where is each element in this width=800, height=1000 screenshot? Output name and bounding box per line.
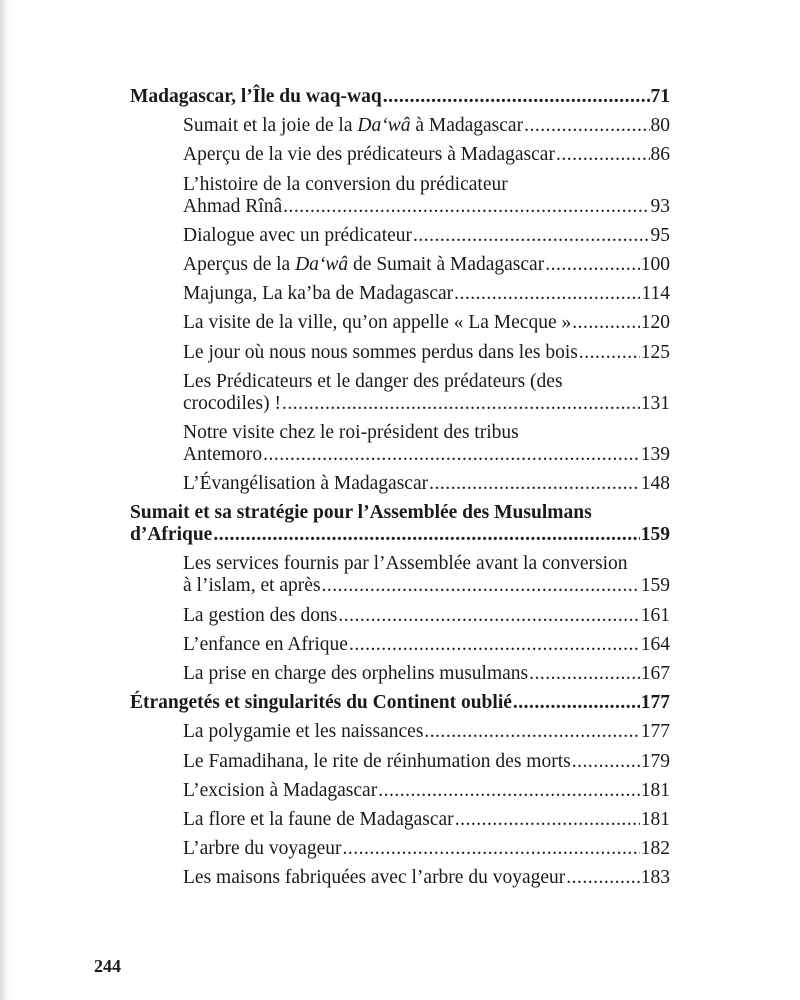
toc-page-number: 161 [640, 604, 670, 626]
toc-page-number: 181 [640, 808, 670, 830]
dot-leader [282, 393, 640, 415]
toc-entry-title: Dialogue avec un prédicateur [183, 224, 413, 246]
toc-entry-line [183, 663, 670, 685]
toc-page-number: 164 [640, 633, 670, 655]
dot-leader [572, 312, 640, 334]
toc-page-number: 159 [640, 575, 670, 597]
toc-chapter-entry [130, 692, 670, 714]
toc-entry-line [183, 444, 670, 466]
toc-entry-line [130, 86, 670, 108]
toc-section-entry [130, 312, 670, 334]
toc-section-entry [130, 553, 670, 597]
toc-section-entry [130, 721, 670, 743]
toc-section-entry [130, 605, 670, 627]
toc-section-entry [130, 254, 670, 276]
toc-entry-title-first-line: Sumait et sa stratégie pour l’Assemblée des Musulmans [130, 502, 592, 524]
toc-page-number: 177 [640, 692, 670, 714]
dot-leader [429, 473, 640, 495]
toc-entry-title-first-line: Notre visite chez le roi-président des tribus [183, 421, 519, 443]
table-of-contents [130, 86, 670, 897]
toc-entry-line [183, 225, 670, 247]
dot-leader [566, 867, 639, 889]
toc-section-entry [130, 422, 670, 466]
toc-section-entry [130, 174, 670, 218]
dot-leader [513, 692, 640, 714]
toc-chapter-entry [130, 502, 670, 546]
toc-entry-title: d’Afrique [130, 524, 213, 546]
dot-leader [342, 838, 639, 860]
toc-entry-line [183, 809, 670, 831]
toc-section-entry [130, 473, 670, 495]
dot-leader [383, 86, 650, 108]
toc-section-entry [130, 115, 670, 137]
dot-leader [545, 254, 640, 276]
dot-leader [213, 524, 639, 546]
toc-page-number: 93 [650, 195, 670, 217]
dot-leader [263, 444, 640, 466]
toc-entry-title: Étrangetés et singularités du Continent oublié [130, 692, 512, 714]
toc-page-number: 139 [640, 443, 670, 465]
toc-chapter-entry [130, 86, 670, 108]
toc-entry-line [183, 312, 670, 334]
toc-entry-title: L’enfance en Afrique [183, 633, 348, 655]
toc-page-number: 80 [650, 115, 670, 137]
toc-entry-title-first-line: Les Prédicateurs et le danger des prédateurs (des [183, 370, 563, 392]
toc-entry-line [183, 342, 670, 364]
toc-section-entry [130, 634, 670, 656]
toc-entry-title: Majunga, La ka’ba de Madagascar [183, 283, 454, 305]
toc-page-number: 177 [640, 721, 670, 743]
toc-page-number: 100 [640, 253, 670, 275]
toc-page-number: 167 [640, 663, 670, 684]
toc-entry-line [183, 575, 670, 597]
toc-page-number: 71 [650, 86, 670, 107]
toc-section-entry [130, 144, 670, 166]
toc-page-number: 159 [640, 524, 670, 546]
toc-page-number: 131 [640, 392, 670, 414]
toc-entry-title: La visite de la ville, qu’on appelle « La Mecque » [183, 312, 572, 334]
toc-entry-title: Madagascar, l’Île du waq-waq [130, 86, 382, 107]
dot-leader [424, 721, 639, 743]
toc-entry-title: L’excision à Madagascar [183, 779, 378, 801]
toc-section-entry [130, 838, 670, 860]
toc-entry-line [183, 473, 670, 495]
toc-entry-title: La polygamie et les naissances [183, 721, 424, 743]
toc-page-number: 181 [640, 779, 670, 801]
toc-entry-line [183, 838, 670, 860]
dot-leader [378, 780, 640, 802]
toc-page-number: 86 [650, 144, 670, 166]
page-number: 244 [94, 956, 121, 976]
toc-entry-title-first-line: Les services fournis par l’Assemblée avant la conversion [183, 553, 628, 575]
dot-leader [283, 196, 649, 218]
toc-entry-title: La gestion des dons [183, 604, 338, 626]
dot-leader [454, 283, 640, 305]
toc-entry-line [183, 283, 670, 305]
toc-entry-line [183, 144, 670, 166]
toc-entry-title: crocodiles) ! [183, 392, 281, 414]
toc-entry-title: Ahmad Rînâ [183, 195, 283, 217]
toc-entry-line [183, 867, 670, 889]
dot-leader [579, 342, 640, 364]
toc-entry-line [183, 196, 670, 218]
toc-section-entry [130, 283, 670, 305]
toc-entry-line [183, 254, 670, 276]
toc-entry-line [183, 751, 670, 773]
toc-entry-line [183, 115, 670, 137]
toc-entry-title: Aperçus de la Da‘wâ de Sumait à Madagascar [183, 253, 545, 275]
toc-entry-line [183, 780, 670, 802]
toc-entry-title: La prise en charge des orphelins musulmans [183, 663, 529, 684]
toc-page-number: 125 [640, 341, 670, 363]
toc-entry-title: Aperçu de la vie des prédicateurs à Madagascar [183, 144, 555, 166]
toc-page-number: 148 [640, 473, 670, 495]
toc-section-entry [130, 751, 670, 773]
toc-page-number: 182 [640, 838, 670, 860]
toc-section-entry [130, 809, 670, 831]
toc-entry-line [183, 605, 670, 627]
page-binding-edge [0, 0, 10, 1000]
toc-section-entry [130, 225, 670, 247]
dot-leader [529, 663, 640, 685]
toc-section-entry [130, 867, 670, 889]
toc-entry-title: La flore et la faune de Madagascar [183, 808, 454, 830]
toc-section-entry [130, 663, 670, 685]
toc-entry-title: Sumait et la joie de la Da‘wâ à Madagascar [183, 115, 524, 137]
toc-page-number: 179 [640, 750, 670, 772]
toc-entry-line [183, 634, 670, 656]
dot-leader [556, 144, 650, 166]
toc-section-entry [130, 371, 670, 415]
toc-entry-title: Le Famadihana, le rite de réinhumation des morts [183, 750, 571, 772]
dot-leader [413, 225, 649, 247]
toc-page-number: 95 [650, 224, 670, 246]
toc-page-number: 183 [640, 867, 670, 889]
toc-entry-line [130, 692, 670, 714]
dot-leader [322, 575, 640, 597]
toc-entry-title: L’arbre du voyageur [183, 838, 342, 860]
dot-leader [455, 809, 640, 831]
toc-entry-title: L’Évangélisation à Madagascar [183, 473, 429, 495]
toc-section-entry [130, 342, 670, 364]
toc-page-number: 120 [640, 312, 670, 334]
toc-entry-title: à l’islam, et après [183, 575, 321, 597]
toc-entry-title: Le jour où nous nous sommes perdus dans les bois [183, 341, 578, 363]
toc-section-entry [130, 780, 670, 802]
toc-entry-line [130, 524, 670, 546]
toc-page-number: 114 [641, 283, 670, 305]
toc-entry-title: Antemoro [183, 443, 263, 465]
dot-leader [524, 115, 649, 137]
toc-entry-title: Les maisons fabriquées avec l’arbre du voyageur [183, 867, 566, 889]
dot-leader [349, 634, 640, 656]
toc-entry-line [183, 721, 670, 743]
toc-entry-line [183, 393, 670, 415]
toc-entry-title-first-line: L’histoire de la conversion du prédicateur [183, 173, 508, 195]
dot-leader [338, 605, 639, 627]
dot-leader [572, 751, 640, 773]
